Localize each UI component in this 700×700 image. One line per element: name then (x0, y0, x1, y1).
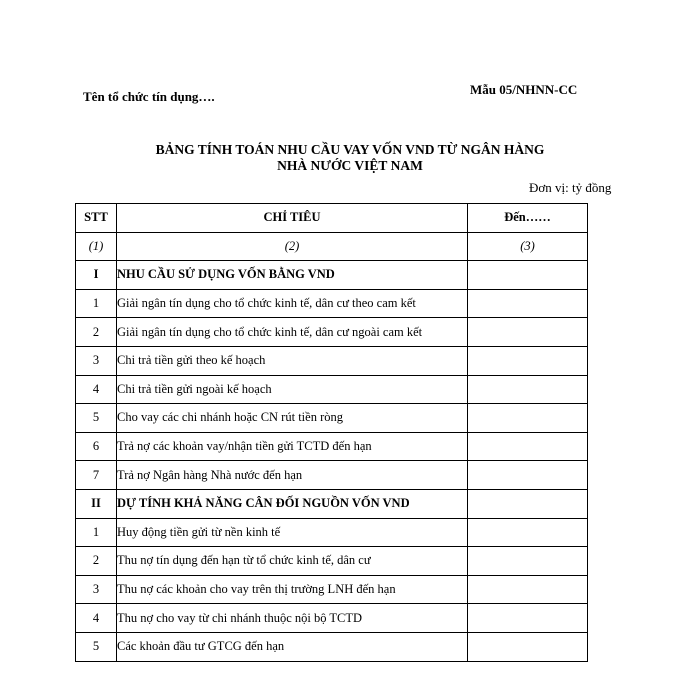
row-value-cell (468, 575, 588, 604)
row-indicator: Các khoản đầu tư GTCG đến hạn (117, 632, 468, 661)
row-number: 2 (76, 547, 117, 576)
table-section-row (76, 261, 588, 290)
row-number: I (76, 261, 117, 290)
row-number: 3 (76, 346, 117, 375)
row-number: 4 (76, 604, 117, 633)
row-number: 3 (76, 575, 117, 604)
row-indicator: Giải ngân tín dụng cho tổ chức kinh tế, dân cư theo cam kết (117, 289, 468, 318)
table-row (76, 575, 588, 604)
row-value-cell (468, 432, 588, 461)
row-value-cell (468, 489, 588, 518)
row-indicator: Chi trả tiền gửi theo kế hoạch (117, 346, 468, 375)
table-header-row (76, 204, 588, 233)
row-indicator: Thu nợ cho vay từ chi nhánh thuộc nội bộ TCTD (117, 604, 468, 633)
row-value-cell (468, 404, 588, 433)
header-indicator: CHỈ TIÊU (117, 204, 468, 233)
table-row (76, 547, 588, 576)
index-col-1: (1) (76, 232, 117, 261)
row-indicator: Cho vay các chi nhánh hoặc CN rút tiền ròng (117, 404, 468, 433)
row-value-cell (468, 375, 588, 404)
row-number: 4 (76, 375, 117, 404)
row-value-cell (468, 518, 588, 547)
row-number: 7 (76, 461, 117, 490)
row-value-cell (468, 461, 588, 490)
row-value-cell (468, 346, 588, 375)
header-stt: STT (76, 204, 117, 233)
row-number: 1 (76, 289, 117, 318)
row-value-cell (468, 261, 588, 290)
table-row (76, 289, 588, 318)
table-row (76, 318, 588, 347)
table-section-row (76, 489, 588, 518)
table-row (76, 346, 588, 375)
row-indicator: Thu nợ tín dụng đến hạn từ tổ chức kinh tế, dân cư (117, 547, 468, 576)
table-row (76, 632, 588, 661)
form-code: Mẫu 05/NHNN-CC (470, 82, 578, 97)
row-value-cell (468, 318, 588, 347)
table-index-row (76, 232, 588, 261)
document-title-line-2: NHÀ NƯỚC VIỆT NAM (277, 158, 423, 173)
loan-demand-table (75, 203, 588, 662)
row-number: 6 (76, 432, 117, 461)
row-indicator: Thu nợ các khoản cho vay trên thị trường LNH đến hạn (117, 575, 468, 604)
index-col-3: (3) (468, 232, 588, 261)
row-value-cell (468, 547, 588, 576)
table-row (76, 432, 588, 461)
row-value-cell (468, 289, 588, 318)
row-value-cell (468, 604, 588, 633)
table-row (76, 461, 588, 490)
row-indicator: Chi trả tiền gửi ngoài kế hoạch (117, 375, 468, 404)
table-body (76, 204, 588, 662)
row-indicator: DỰ TÍNH KHẢ NĂNG CÂN ĐỐI NGUỒN VỐN VND (117, 489, 468, 518)
row-number: II (76, 489, 117, 518)
header-period: Đến…… (468, 204, 588, 233)
table-row (76, 404, 588, 433)
row-number: 2 (76, 318, 117, 347)
organization-name: Tên tổ chức tín dụng…. (83, 89, 215, 104)
row-indicator: Giải ngân tín dụng cho tổ chức kinh tế, dân cư ngoài cam kết (117, 318, 468, 347)
index-col-2: (2) (117, 232, 468, 261)
row-number: 5 (76, 404, 117, 433)
row-indicator: Huy động tiền gửi từ nền kinh tế (117, 518, 468, 547)
document-title-line-1: BẢNG TÍNH TOÁN NHU CẦU VAY VỐN VND TỪ NGÂN HÀNG (155, 142, 545, 157)
table-row (76, 604, 588, 633)
row-value-cell (468, 632, 588, 661)
row-number: 1 (76, 518, 117, 547)
table-row (76, 518, 588, 547)
row-number: 5 (76, 632, 117, 661)
unit-label: Đơn vị: tỷ đồng (529, 180, 612, 195)
row-indicator: NHU CẦU SỬ DỤNG VỐN BẰNG VND (117, 261, 468, 290)
row-indicator: Trả nợ Ngân hàng Nhà nước đến hạn (117, 461, 468, 490)
table-row (76, 375, 588, 404)
row-indicator: Trả nợ các khoản vay/nhận tiền gửi TCTD đến hạn (117, 432, 468, 461)
